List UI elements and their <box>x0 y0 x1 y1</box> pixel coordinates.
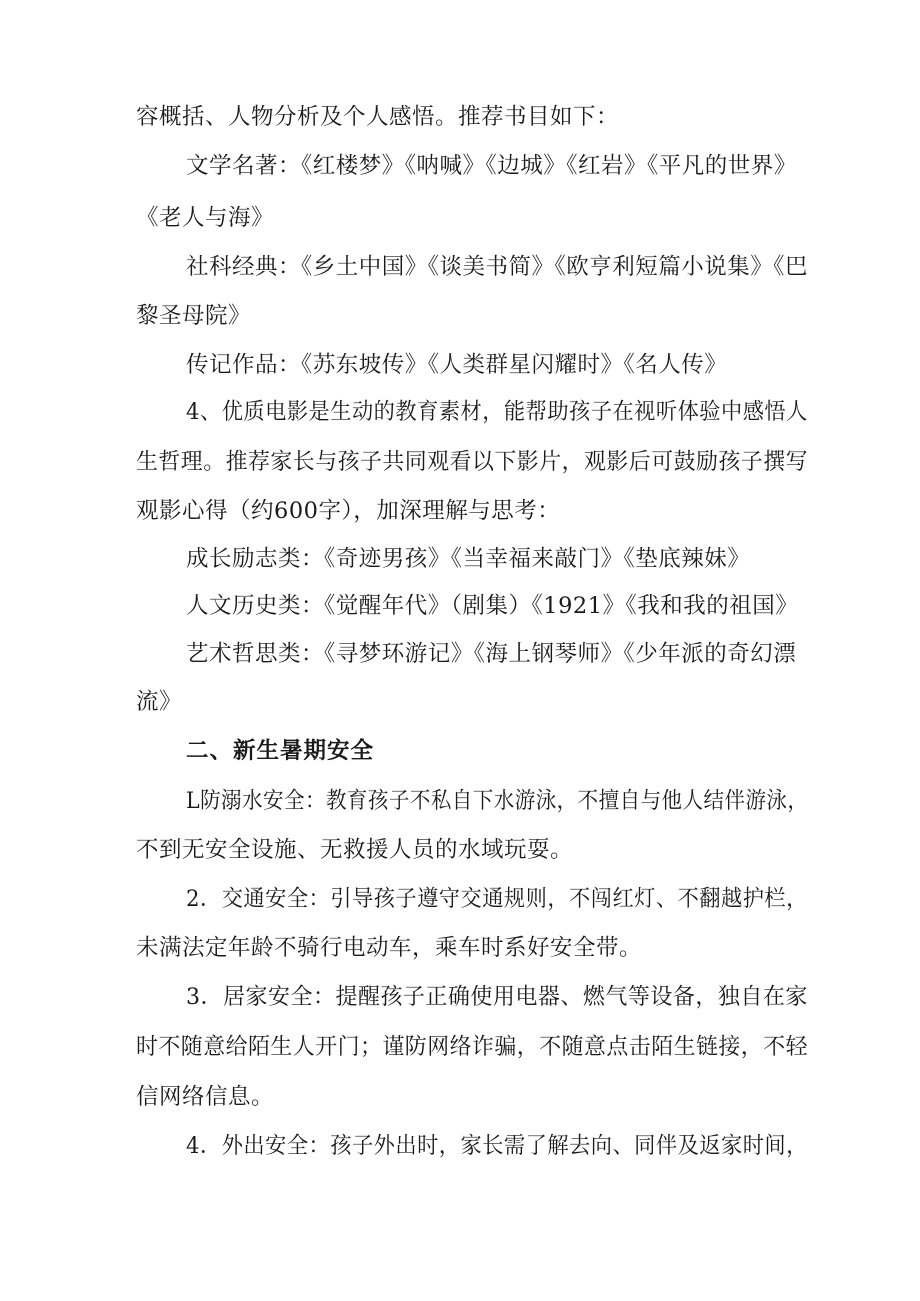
text-line: 流》 <box>136 689 183 715</box>
text-line: L防溺水安全：教育孩子不私自下水游泳，不擅自与他人结伴游泳， <box>186 788 809 814</box>
text-line: 传记作品：《苏东坡传》《人类群星闪耀时》《名人传》 <box>186 352 728 378</box>
text-line: 生哲理。推荐家长与孩子共同观看以下影片，观影后可鼓励孩子撰写 <box>136 449 809 475</box>
text-line: 人文历史类：《觉醒年代》（剧集）《1921》《我和我的祖国》 <box>186 593 799 619</box>
text-line: 《老人与海》 <box>136 205 275 231</box>
text-line: 3．居家安全：提醒孩子正确使用电器、燃气等设备，独自在家 <box>186 984 808 1010</box>
text-line: 容概括、人物分析及个人感悟。推荐书目如下： <box>136 104 620 130</box>
text-line: 信网络信息。 <box>136 1084 275 1110</box>
text-line: 2．交通安全：引导孩子遵守交通规则，不闯红灯、不翻越护栏， <box>186 886 808 912</box>
text-line: 成长励志类：《奇迹男孩》《当幸福来敲门》《垫底辣妹》 <box>186 546 751 572</box>
text-line: 社科经典：《乡土中国》《谈美书简》《欧亨利短篇小说集》《巴 <box>186 254 809 280</box>
text-line: 时不随意给陌生人开门；谨防网络诈骗，不随意点击陌生链接，不轻 <box>136 1034 809 1060</box>
text-line: 4．外出安全：孩子外出时，家长需了解去向、同伴及返家时间， <box>186 1133 808 1159</box>
text-line: 艺术哲思类：《寻梦环游记》《海上钢琴师》《少年派的奇幻漂 <box>186 641 797 667</box>
section-heading: 二、新生暑期安全 <box>186 738 375 764</box>
text-line: 黎圣母院》 <box>136 303 252 329</box>
text-line: 观影心得（约600字），加深理解与思考： <box>136 498 561 524</box>
text-line: 未满法定年龄不骑行电动车，乘车时系好安全带。 <box>136 935 643 961</box>
text-line: 不到无安全设施、无救援人员的水域玩耍。 <box>136 837 574 863</box>
text-line: 文学名著：《红楼梦》《呐喊》《边城》《红岩》《平凡的世界》 <box>186 153 797 179</box>
text-line: 4、优质电影是生动的教育素材，能帮助孩子在视听体验中感悟人 <box>186 399 808 425</box>
